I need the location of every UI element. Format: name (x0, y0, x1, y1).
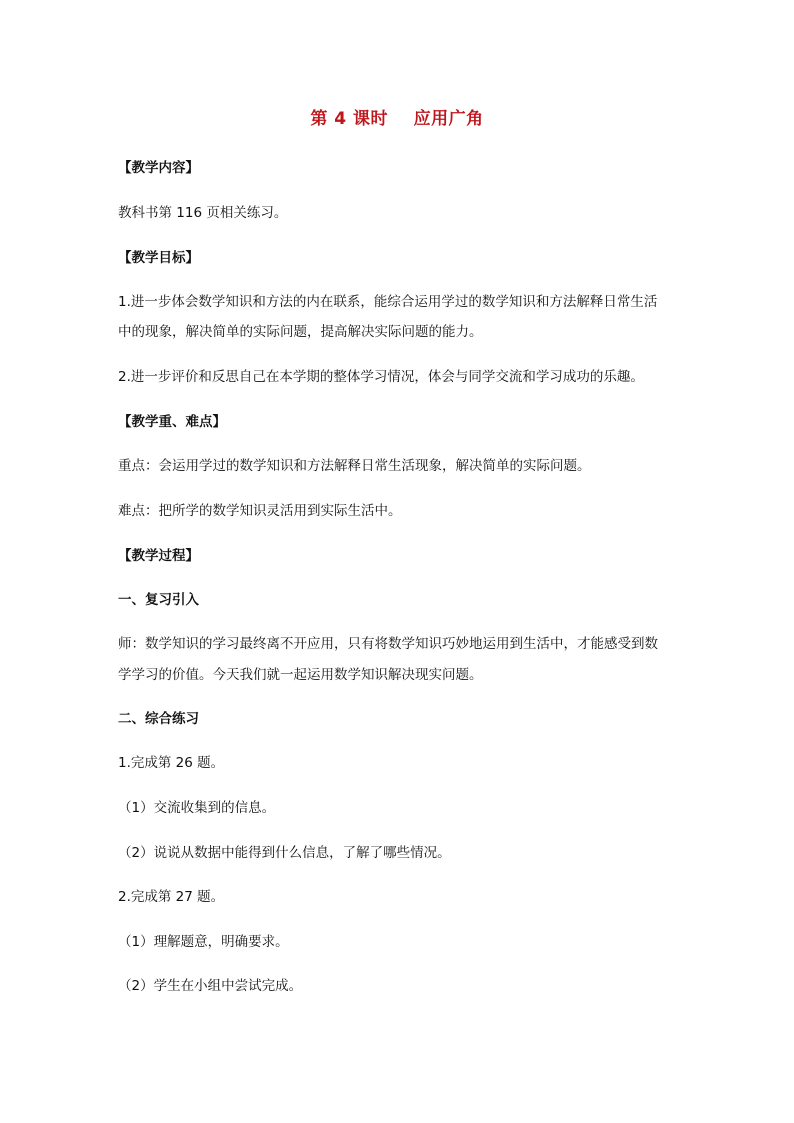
goal-1-line-1: 1.进一步体会数学知识和方法的内在联系，能综合运用学过的数学知识和方法解释日常生活 (118, 294, 658, 310)
part-2-heading: 二、综合练习 (118, 711, 199, 727)
difficult-point: 难点：把所学的数学知识灵活用到实际生活中。 (118, 503, 402, 519)
exercise-2: 2.完成第 27 题。 (118, 889, 225, 905)
exercise-1: 1.完成第 26 题。 (118, 755, 225, 771)
teaching-content-heading: 【教学内容】 (118, 160, 199, 176)
goal-2: 2.进一步评价和反思自己在本学期的整体学习情况，体会与同学交流和学习成功的乐趣。 (118, 369, 644, 385)
exercise-2-step-1: （1）理解题意，明确要求。 (118, 934, 289, 950)
part-1-line-1: 师：数学知识的学习最终离不开应用，只有将数学知识巧妙地运用到生活中，才能感受到数 (118, 636, 658, 652)
teaching-process-heading: 【教学过程】 (118, 548, 199, 564)
page-title: 第 4 课时 应用广角 (310, 109, 484, 129)
teaching-goals-heading: 【教学目标】 (118, 250, 199, 266)
key-point: 重点：会运用学过的数学知识和方法解释日常生活现象，解决简单的实际问题。 (118, 458, 591, 474)
part-1-line-2: 学学习的价值。今天我们就一起运用数学知识解决现实问题。 (118, 667, 483, 683)
teaching-content-text: 教科书第 116 页相关练习。 (118, 205, 288, 221)
exercise-1-step-2: （2）说说从数据中能得到什么信息，了解了哪些情况。 (118, 845, 451, 861)
goal-1-line-2: 中的现象，解决简单的实际问题，提高解决实际问题的能力。 (118, 324, 483, 340)
exercise-1-step-1: （1）交流收集到的信息。 (118, 800, 276, 816)
exercise-2-step-2: （2）学生在小组中尝试完成。 (118, 978, 303, 994)
part-1-heading: 一、复习引入 (118, 592, 199, 608)
key-points-heading: 【教学重、难点】 (118, 414, 226, 430)
